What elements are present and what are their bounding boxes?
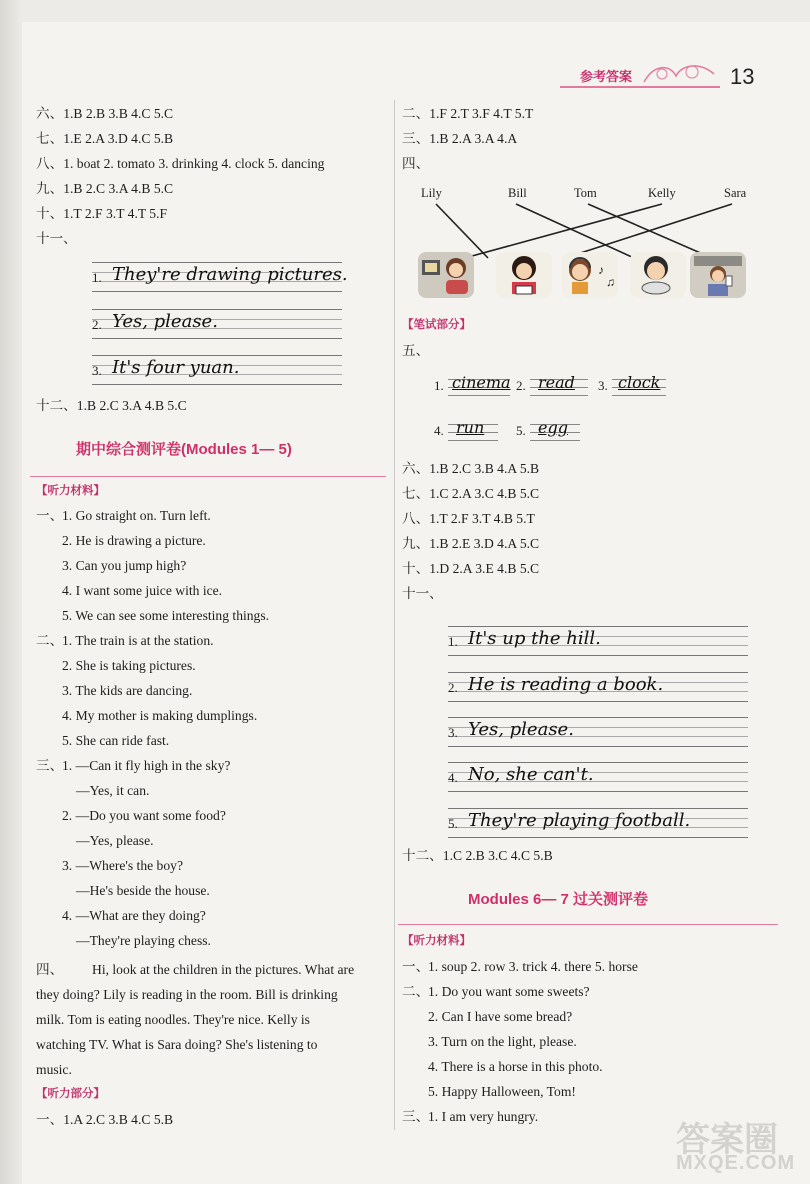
answer-line: 八、1. boat 2. tomato 3. drinking 4. clock 5. dancing bbox=[36, 156, 325, 171]
passage-line: 四、 Hi, look at the children in the pictures. What are bbox=[36, 962, 355, 977]
script-line: 2. He is drawing a picture. bbox=[62, 533, 206, 548]
answer-line: 十二、1.B 2.C 3.A 4.B 5.C bbox=[36, 398, 187, 413]
script-line: —Yes, it can. bbox=[76, 783, 150, 798]
word-blank: run bbox=[448, 420, 498, 444]
passage-line: they doing? Lily is reading in the room. Bill is drinking bbox=[36, 987, 338, 1002]
passage-line: milk. Tom is eating noodles. They're nice. Kelly is bbox=[36, 1012, 310, 1027]
section-rule bbox=[398, 924, 778, 925]
section-title-midterm: 期中综合测评卷(Modules 1— 5) bbox=[76, 441, 292, 458]
handwriting-row: 5. They're playing football. bbox=[448, 808, 748, 838]
word-number: 3. bbox=[598, 378, 608, 393]
picture-listening-to-music bbox=[562, 252, 618, 298]
answer-line: 六、1.B 2.B 3.B 4.C 5.C bbox=[36, 106, 174, 121]
handwriting-row: 3. It's four yuan. bbox=[92, 355, 342, 385]
script-line: 二、1. The train is at the station. bbox=[36, 633, 214, 648]
name-lily: Lily bbox=[421, 186, 442, 200]
word-number: 2. bbox=[516, 378, 526, 393]
script-line: 4. My mother is making dumplings. bbox=[62, 708, 258, 723]
page-binding-shadow bbox=[0, 0, 22, 1184]
header-ornament-icon bbox=[640, 60, 720, 88]
answer-line: 三、1.B 2.A 3.A 4.A bbox=[402, 131, 518, 146]
picture-drinking-milk bbox=[690, 252, 746, 298]
picture-eating-noodles bbox=[630, 252, 686, 298]
listening-script-right bbox=[402, 954, 638, 1129]
tag-listening-material: 【听力材料】 bbox=[402, 935, 471, 947]
word-blank: cinema bbox=[448, 375, 510, 399]
picture-watching-tv bbox=[418, 252, 474, 298]
script-line: 3. Turn on the light, please. bbox=[428, 1034, 577, 1049]
word-blank: egg bbox=[530, 420, 580, 444]
picture-reading bbox=[496, 252, 552, 298]
word-blank: clock bbox=[612, 375, 666, 399]
script-line: 5. We can see some interesting things. bbox=[62, 608, 270, 623]
script-line: —They're playing chess. bbox=[76, 933, 211, 948]
name-bill: Bill bbox=[508, 186, 527, 200]
script-line: 一、1. Go straight on. Turn left. bbox=[36, 508, 211, 523]
script-line: 4. I want some juice with ice. bbox=[62, 583, 223, 598]
page-number: 13 bbox=[730, 64, 755, 89]
listening-script bbox=[36, 503, 269, 953]
answer-line: 九、1.B 2.C 3.A 4.B 5.C bbox=[36, 181, 174, 196]
passage-line: watching TV. What is Sara doing? She's listening to bbox=[36, 1037, 318, 1052]
word-number: 1. bbox=[434, 378, 444, 393]
answer-line: 七、1.C 2.A 3.C 4.B 5.C bbox=[402, 486, 540, 501]
handwriting-row: 1. It's up the hill. bbox=[448, 626, 748, 656]
handwriting-row: 4. No, she can't. bbox=[448, 762, 748, 792]
script-line: 2. Can I have some bread? bbox=[428, 1009, 573, 1024]
script-line: 4. There is a horse in this photo. bbox=[428, 1059, 603, 1074]
tag-listening-material: 【听力材料】 bbox=[36, 485, 105, 497]
passage-line: music. bbox=[36, 1062, 72, 1077]
script-line: 一、1. soup 2. row 3. trick 4. there 5. horse bbox=[402, 959, 638, 974]
script-line: 二、1. Do you want some sweets? bbox=[402, 984, 590, 999]
name-sara: Sara bbox=[724, 186, 747, 200]
section-rule bbox=[30, 476, 386, 477]
script-line: 三、1. I am very hungry. bbox=[402, 1109, 539, 1124]
right-answers-top bbox=[402, 101, 533, 176]
answer-line: 八、1.T 2.F 3.T 4.B 5.T bbox=[402, 511, 535, 526]
word-number: 5. bbox=[516, 423, 526, 438]
answer-line: 九、1.B 2.E 3.D 4.A 5.C bbox=[402, 536, 540, 551]
svg-text:♫: ♫ bbox=[606, 275, 615, 289]
script-line: 5. Happy Halloween, Tom! bbox=[428, 1084, 576, 1099]
svg-text:♪: ♪ bbox=[598, 263, 604, 277]
watermark-logo: 答案圈 bbox=[676, 1121, 778, 1159]
answer-line: 一、1.A 2.C 3.B 4.C 5.B bbox=[36, 1112, 174, 1127]
script-line: —He's beside the house. bbox=[76, 883, 210, 898]
handwriting-row: 2. He is reading a book. bbox=[448, 672, 748, 702]
script-line: 3. Can you jump high? bbox=[62, 558, 187, 573]
script-line: 2. —Do you want some food? bbox=[62, 808, 226, 823]
script-line: 三、1. —Can it fly high in the sky? bbox=[36, 758, 231, 773]
tag-written-part: 【笔试部分】 bbox=[402, 319, 471, 331]
right-answers-mid bbox=[402, 456, 539, 606]
script-line: —Yes, please. bbox=[76, 833, 154, 848]
section-title-modules-6-7: Modules 6— 7 过关测评卷 bbox=[468, 891, 649, 908]
answer-line: 十、1.D 2.A 3.E 4.B 5.C bbox=[402, 561, 540, 576]
word-number: 4. bbox=[434, 423, 444, 438]
script-line: 2. She is taking pictures. bbox=[62, 658, 196, 673]
name-tom: Tom bbox=[574, 186, 597, 200]
answer-line: 四、 bbox=[402, 156, 430, 171]
header-tag: 参考答案 bbox=[580, 69, 633, 84]
script-line: 5. She can ride fast. bbox=[62, 733, 170, 748]
answer-line: 十、1.T 2.F 3.T 4.T 5.F bbox=[36, 206, 168, 221]
tag-listening-part: 【听力部分】 bbox=[36, 1088, 105, 1100]
answer-line: 十二、1.C 2.B 3.C 4.C 5.B bbox=[402, 848, 553, 863]
answer-line: 十一、 bbox=[402, 586, 443, 601]
word-blank: read bbox=[530, 375, 588, 399]
answer-line: 六、1.B 2.C 3.B 4.A 5.B bbox=[402, 461, 540, 476]
left-answers-top bbox=[36, 101, 324, 251]
script-line: 3. —Where's the boy? bbox=[62, 858, 183, 873]
answer-line: 五、 bbox=[402, 343, 430, 358]
watermark-url: MXQE.COM bbox=[676, 1152, 796, 1174]
passage bbox=[36, 957, 388, 1082]
handwriting-row: 1. They're drawing pictures. bbox=[92, 262, 342, 292]
script-line: 3. The kids are dancing. bbox=[62, 683, 193, 698]
answer-line: 七、1.E 2.A 3.D 4.C 5.B bbox=[36, 131, 174, 146]
script-line: 4. —What are they doing? bbox=[62, 908, 206, 923]
answer-line: 十一、 bbox=[36, 231, 77, 246]
answer-line: 二、1.F 2.T 3.F 4.T 5.T bbox=[402, 106, 534, 121]
name-kelly: Kelly bbox=[648, 186, 676, 200]
handwriting-row: 2. Yes, please. bbox=[92, 309, 342, 339]
handwriting-row: 3. Yes, please. bbox=[448, 717, 748, 747]
column-divider bbox=[394, 100, 395, 1130]
